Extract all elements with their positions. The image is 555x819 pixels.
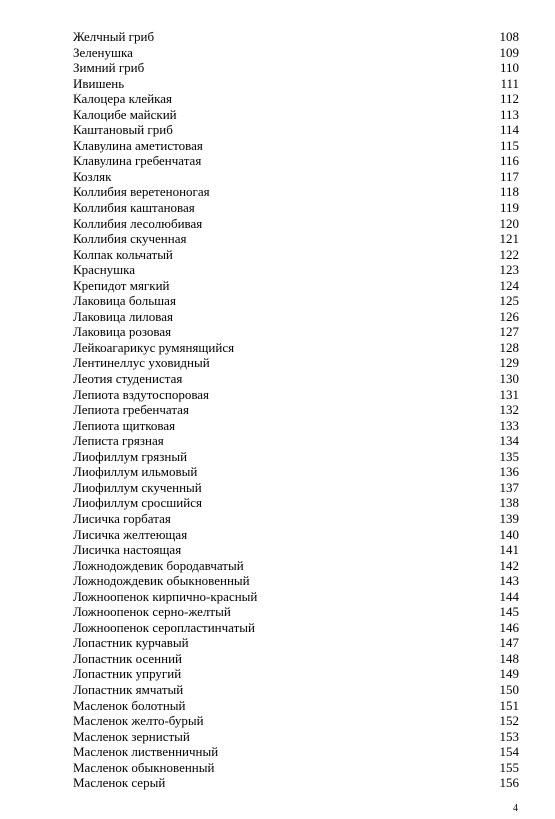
toc-entry-title: Зимний гриб — [73, 60, 145, 76]
toc-entry — [73, 449, 519, 465]
toc-entry-page: 121 — [499, 231, 519, 247]
toc-entry-title: Леотия студенистая — [73, 371, 183, 387]
toc-entry-page: 131 — [499, 386, 519, 402]
toc-entry-page: 138 — [499, 495, 519, 511]
toc-entry — [73, 293, 519, 309]
toc-entry-page: 112 — [499, 91, 519, 107]
toc-entry-page: 110 — [499, 60, 519, 76]
toc-entry-page: 150 — [499, 681, 519, 697]
toc-entry-title: Масленок желто-бурый — [73, 713, 204, 729]
toc-entry-page: 154 — [499, 744, 519, 760]
toc-entry-page: 117 — [499, 168, 519, 184]
toc-entry-title: Лиофиллум сросшийся — [73, 495, 202, 511]
toc-entry — [73, 558, 519, 574]
toc-entry-page: 155 — [499, 759, 519, 775]
toc-entry-title: Лепиота щитковая — [73, 417, 176, 433]
toc-entry — [73, 464, 519, 480]
toc-entry — [73, 775, 519, 791]
toc-entry-title: Лиофиллум грязный — [73, 448, 188, 464]
table-of-contents — [73, 29, 519, 791]
toc-entry-title: Лентинеллус уховидный — [73, 355, 210, 371]
toc-entry — [73, 542, 519, 558]
toc-entry-title: Краснушка — [73, 262, 136, 278]
toc-entry — [73, 511, 519, 527]
toc-entry-title: Леписта грязная — [73, 433, 164, 449]
toc-entry — [73, 60, 519, 76]
toc-entry — [73, 713, 519, 729]
toc-entry-title: Лиофиллум ильмовый — [73, 464, 198, 480]
toc-entry — [73, 635, 519, 651]
toc-entry — [73, 729, 519, 745]
toc-entry-page: 137 — [499, 479, 519, 495]
toc-entry-title: Каштановый гриб — [73, 122, 173, 138]
toc-entry — [73, 91, 519, 107]
toc-entry-page: 111 — [500, 75, 519, 91]
toc-entry-page: 145 — [499, 604, 519, 620]
toc-entry — [73, 278, 519, 294]
toc-entry — [73, 76, 519, 92]
toc-entry — [73, 231, 519, 247]
toc-entry-title: Калоцибе майский — [73, 106, 177, 122]
toc-entry — [73, 45, 519, 61]
toc-entry-title: Желчный гриб — [73, 29, 155, 44]
toc-entry-page: 147 — [499, 635, 519, 651]
toc-entry — [73, 371, 519, 387]
toc-entry-page: 134 — [499, 433, 519, 449]
toc-entry — [73, 480, 519, 496]
toc-entry-title: Лаковица розовая — [73, 324, 172, 340]
toc-entry-page: 156 — [499, 775, 519, 791]
toc-entry-title: Коллибия каштановая — [73, 200, 195, 216]
toc-entry-page: 120 — [499, 215, 519, 231]
toc-entry — [73, 309, 519, 325]
toc-entry-page: 125 — [499, 293, 519, 309]
toc-entry-title: Лиофиллум скученный — [73, 479, 202, 495]
toc-entry-page: 116 — [499, 153, 519, 169]
toc-entry-page: 129 — [499, 355, 519, 371]
toc-entry-title: Лаковица лиловая — [73, 308, 173, 324]
toc-entry-page: 144 — [499, 588, 519, 604]
toc-entry-page: 146 — [499, 619, 519, 635]
toc-entry-page: 132 — [499, 402, 519, 418]
toc-entry-page: 128 — [499, 339, 519, 355]
toc-entry-page: 153 — [499, 728, 519, 744]
toc-entry-title: Лопастник курчавый — [73, 635, 189, 651]
toc-entry-title: Ивишень — [73, 75, 125, 91]
toc-entry — [73, 355, 519, 371]
toc-entry — [73, 682, 519, 698]
toc-entry — [73, 744, 519, 760]
toc-entry — [73, 589, 519, 605]
toc-entry-page: 136 — [499, 464, 519, 480]
toc-entry-title: Масленок обыкновенный — [73, 759, 215, 775]
toc-entry — [73, 387, 519, 403]
toc-entry — [73, 169, 519, 185]
toc-entry-page: 149 — [499, 666, 519, 682]
toc-entry-page: 141 — [499, 542, 519, 558]
toc-entry-title: Лаковица большая — [73, 293, 176, 309]
toc-entry-page: 113 — [499, 106, 519, 122]
toc-entry-title: Лисичка желтеющая — [73, 526, 188, 542]
toc-entry-title: Лейкоагарикус румянящийся — [73, 339, 235, 355]
toc-entry — [73, 604, 519, 620]
toc-entry-page: 126 — [499, 308, 519, 324]
toc-entry-title: Лисичка горбатая — [73, 510, 171, 526]
toc-entry-page: 130 — [499, 371, 519, 387]
toc-entry — [73, 107, 519, 123]
toc-entry — [73, 184, 519, 200]
toc-entry-title: Зеленушка — [73, 44, 133, 60]
toc-entry-page: 109 — [499, 44, 519, 60]
toc-entry-title: Ложнодождевик бородавчатый — [73, 557, 244, 573]
toc-entry-page: 140 — [499, 526, 519, 542]
toc-entry-page: 115 — [499, 137, 519, 153]
toc-entry — [73, 698, 519, 714]
toc-entry-title: Масленок лиственничный — [73, 744, 219, 760]
toc-entry-title: Коллибия лесолюбивая — [73, 215, 203, 231]
toc-entry — [73, 122, 519, 138]
toc-entry-title: Калоцера клейкая — [73, 91, 173, 107]
toc-entry-title: Лепиота вздутоспоровая — [73, 386, 210, 402]
toc-entry-page: 135 — [499, 448, 519, 464]
toc-entry-page: 124 — [499, 277, 519, 293]
toc-entry-title: Масленок болотный — [73, 697, 186, 713]
toc-entry — [73, 200, 519, 216]
page-number: 4 — [513, 803, 518, 814]
toc-entry-page: 123 — [499, 262, 519, 278]
toc-entry — [73, 153, 519, 169]
toc-entry-title: Лопастник упругий — [73, 666, 182, 682]
toc-entry-page: 118 — [499, 184, 519, 200]
toc-entry-page: 152 — [499, 713, 519, 729]
toc-entry-title: Клавулина гребенчатая — [73, 153, 202, 169]
toc-entry — [73, 573, 519, 589]
toc-entry-title: Лисичка настоящая — [73, 542, 182, 558]
toc-entry-page: 151 — [499, 697, 519, 713]
toc-entry-title: Колпак кольчатый — [73, 246, 173, 262]
toc-entry — [73, 340, 519, 356]
toc-entry-page: 119 — [499, 200, 519, 216]
toc-entry-title: Коллибия веретеноногая — [73, 184, 210, 200]
toc-entry — [73, 666, 519, 682]
toc-entry-title: Ложнодождевик обыкновенный — [73, 573, 250, 589]
toc-entry-title: Масленок серый — [73, 775, 166, 791]
toc-entry-title: Клавулина аметистовая — [73, 137, 203, 153]
toc-entry-title: Коллибия скученная — [73, 231, 187, 247]
toc-entry-page: 142 — [499, 557, 519, 573]
toc-entry-page: 139 — [499, 510, 519, 526]
toc-entry-page: 143 — [499, 573, 519, 589]
toc-entry-title: Масленок зернистый — [73, 728, 190, 744]
toc-entry-page: 122 — [499, 246, 519, 262]
toc-entry-page: 114 — [499, 122, 519, 138]
toc-entry — [73, 418, 519, 434]
toc-entry — [73, 760, 519, 776]
toc-entry — [73, 324, 519, 340]
toc-entry — [73, 247, 519, 263]
toc-entry — [73, 138, 519, 154]
toc-entry-title: Ложноопенок серно-желтый — [73, 604, 231, 620]
toc-entry — [73, 433, 519, 449]
toc-entry-page: 133 — [499, 417, 519, 433]
toc-entry — [73, 495, 519, 511]
toc-entry — [73, 216, 519, 232]
toc-entry-title: Крепидот мягкий — [73, 277, 170, 293]
toc-entry — [73, 620, 519, 636]
toc-entry-page: 127 — [499, 324, 519, 340]
toc-entry-page: 148 — [499, 650, 519, 666]
toc-entry-title: Лопастник ямчатый — [73, 681, 184, 697]
toc-entry-title: Козляк — [73, 168, 112, 184]
toc-entry-title: Ложноопенок кирпично-красный — [73, 588, 258, 604]
toc-entry-title: Ложноопенок серопластинчатый — [73, 619, 255, 635]
toc-entry — [73, 651, 519, 667]
toc-entry — [73, 527, 519, 543]
toc-entry-title: Лопастник осенний — [73, 650, 183, 666]
toc-entry-page: 108 — [499, 29, 519, 44]
toc-entry — [73, 402, 519, 418]
toc-entry — [73, 262, 519, 278]
toc-entry — [73, 29, 519, 45]
toc-entry-title: Лепиота гребенчатая — [73, 402, 189, 418]
